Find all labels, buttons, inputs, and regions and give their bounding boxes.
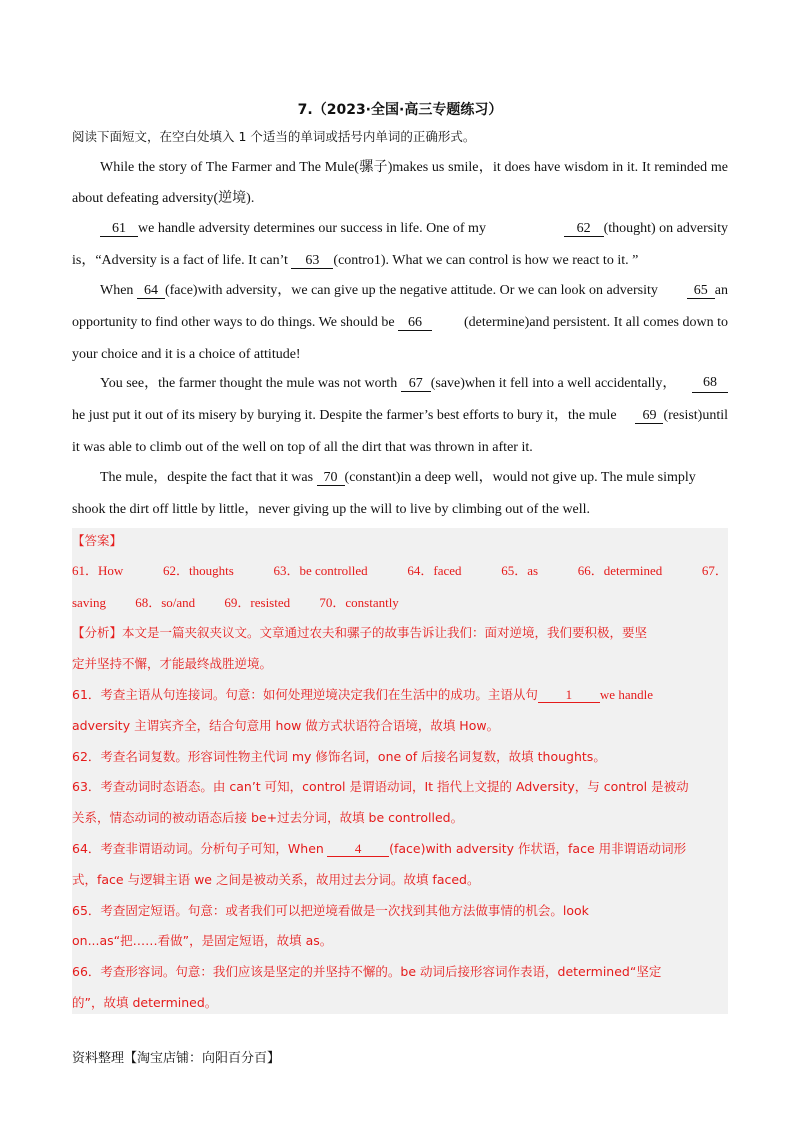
passage-text: You see，the farmer thought the mule was not worth [100, 376, 398, 391]
answer-item: 61．How [72, 563, 124, 578]
passage-text: (face)with adversity，we can give up the negative attitude. Or we can look on adversity [164, 283, 658, 298]
blank-61: 61 [100, 221, 138, 237]
passage-line [72, 407, 728, 425]
passage-line [72, 252, 638, 270]
passage-line: While the story of The Farmer and The Mule(骡子)makes us smile，it does have wisdom in it. It reminded me [100, 160, 728, 175]
passage-text: an [714, 283, 728, 298]
passage-text: (save)when it fell into a well accidentally， [430, 376, 677, 391]
blank-68: 68 [692, 375, 728, 393]
analysis-66: 的”，故填 determined。 [72, 995, 218, 1010]
passage-text: (determine)and persistent. It all comes down to [464, 315, 728, 330]
analysis-64: 式，face 与逻辑主语 we 之间是被动关系，故用过去分词。故填 faced。 [72, 872, 480, 887]
analysis-63: 关系，情态动词的被动语态后接 be+过去分词，故填 be controlled。 [72, 810, 464, 825]
blank-69: 69 [635, 408, 663, 424]
answer-item: 63．be controlled [273, 563, 368, 578]
passage-line: about defeating adversity(逆境). [72, 191, 255, 206]
answer-row [72, 562, 728, 580]
passage-line [100, 375, 728, 393]
analysis-intro: 定并坚持不懈，才能最终战胜逆境。 [72, 656, 273, 671]
analysis-61: adversity 主谓宾齐全，结合句意用 how 做方式状语符合语境，故填 How。 [72, 718, 500, 733]
passage-text: we handle adversity determines our success in life. One of my [138, 221, 486, 236]
passage-text: The mule，despite the fact that it was [100, 470, 314, 485]
passage-line [100, 469, 728, 487]
blank-62: 62 [564, 221, 604, 237]
analysis-62: 62．考查名词复数。形容词性物主代词 my 修饰名词，one of 后接名词复数，故填 thoughts。 [72, 749, 606, 764]
passage-text: is，“Adversity is a fact of life. It can’t [72, 253, 288, 268]
analysis-blank: 1 [538, 687, 600, 703]
passage-text: When [100, 283, 134, 298]
analysis-65: 65．考查固定短语。句意：或者我们可以把逆境看做是一次找到其他方法做事情的机会。look [72, 903, 589, 918]
blank-67: 67 [401, 376, 431, 392]
passage-line: shook the dirt off little by little，never giving up the will to live by climbing out of the well. [72, 502, 591, 517]
passage-text: opportunity to find other ways to do things. We should be [72, 315, 395, 330]
analysis-64: 64．考查非谓语动词。分析句子可知，When 4 (face)with adversity 作状语，face 用非谓语动词形 [72, 841, 687, 856]
question-title: 7.（2023·全国·高三专题练习） [297, 102, 503, 118]
blank-64: 64 [137, 283, 165, 299]
answer-item: 68．so/and [135, 595, 196, 610]
answer-item: 62．thoughts [162, 563, 234, 578]
passage-text: he just put it out of its misery by burying it. Despite the farmer’s best efforts to bury it，the mule [72, 408, 617, 423]
blank-65: 65 [687, 283, 715, 299]
instruction: 阅读下面短文，在空白处填入 1 个适当的单词或括号内单词的正确形式。 [72, 129, 476, 144]
answer-item: 66．determined [577, 563, 663, 578]
passage-text: (contro1). What we can control is how we react to it. ” [333, 253, 639, 268]
answer-item: 70．constantly [319, 595, 399, 610]
blank-63: 63 [291, 253, 333, 269]
passage-line: your choice and it is a choice of attitude! [72, 347, 301, 362]
passage-text: (thought) on adversity [603, 221, 728, 236]
answer-row [72, 594, 399, 612]
analysis-65: on...as“把……看做”，是固定短语，故填 as。 [72, 933, 333, 948]
passage-text: (constant)in a deep well，would not give up. The mule simply [344, 470, 696, 485]
answer-item: 65．as [501, 563, 539, 578]
passage-line [100, 282, 728, 300]
analysis-blank: 4 [327, 841, 389, 857]
passage-line: it was able to climb out of the well on top of all the dirt that was thrown in after it. [72, 440, 533, 455]
analysis-61: 61．考查主语从句连接词。句意：如何处理逆境决定我们在生活中的成功。主语从句 1 we handle [72, 687, 653, 702]
analysis-66: 66．考查形容词。句意：我们应该是坚定的并坚持不懈的。be 动词后接形容词作表语，determined“坚定 [72, 964, 662, 979]
blank-70: 70 [317, 470, 345, 486]
answer-item: 67． [701, 563, 728, 578]
answer-header: 【答案】 [72, 533, 123, 548]
footer-source: 资料整理【淘宝店铺：向阳百分百】 [72, 1051, 281, 1066]
answer-item: 64．faced [407, 563, 462, 578]
passage-line [100, 220, 728, 238]
blank-66: 66 [398, 315, 432, 331]
passage-text: (resist)until [663, 408, 728, 423]
analysis-63: 63．考查动词时态语态。由 can’t 可知，control 是谓语动词，It 指代上文提的 Adversity，与 control 是被动 [72, 779, 689, 794]
answer-item: 69．resisted [224, 595, 291, 610]
analysis-intro: 【分析】本文是一篇夹叙夹议文。文章通过农夫和骡子的故事告诉让我们：面对逆境，我们要积极，要坚 [72, 625, 648, 640]
passage-line [72, 314, 728, 332]
answer-item: saving [72, 595, 106, 610]
